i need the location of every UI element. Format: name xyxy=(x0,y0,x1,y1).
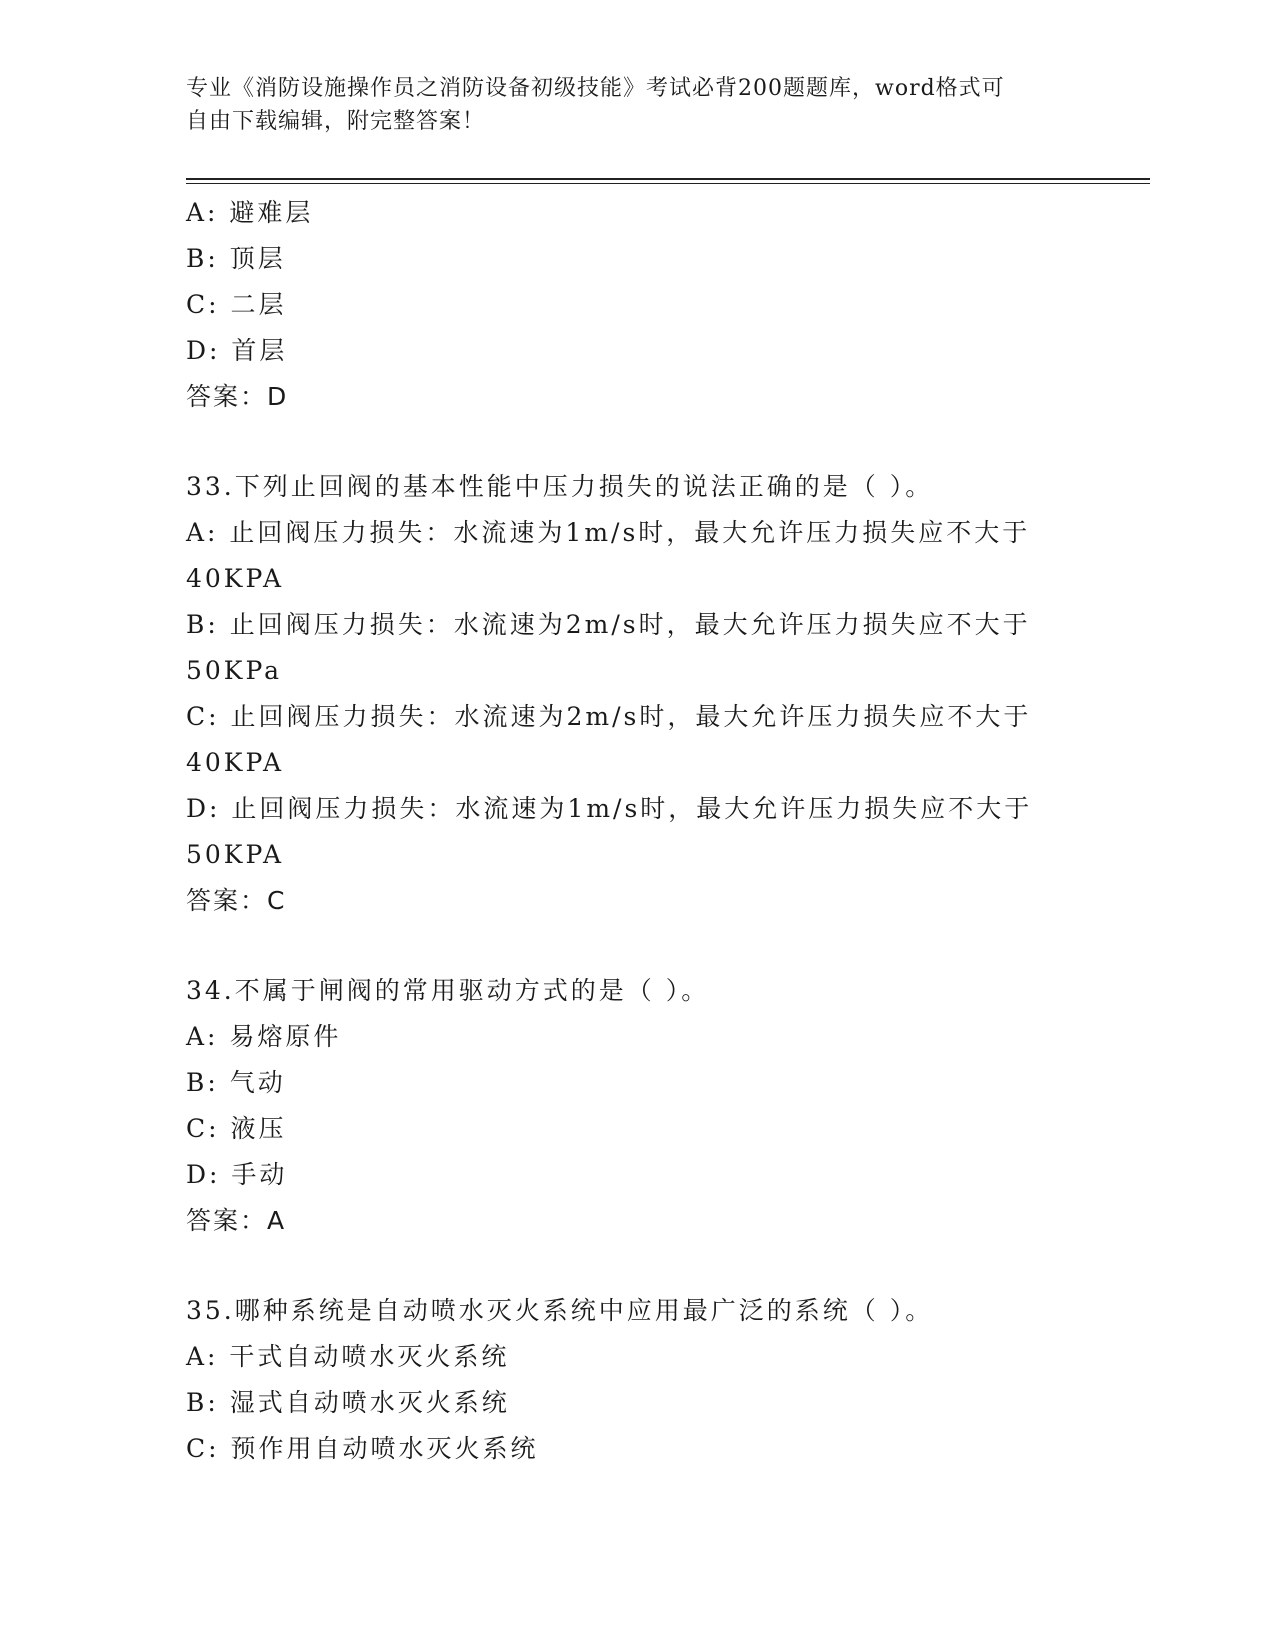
question-block xyxy=(186,968,1066,1244)
option-a: A: 止回阀压力损失：水流速为1m/s时，最大允许压力损失应不大于40KPA xyxy=(186,518,1031,593)
option-b: B: 止回阀压力损失：水流速为2m/s时，最大允许压力损失应不大于50KPa xyxy=(186,610,1031,685)
question-title: 35.哪种系统是自动喷水灭火系统中应用最广泛的系统（ ）。 xyxy=(186,1296,934,1325)
option-a: A: 避难层 xyxy=(186,198,314,227)
option-d: D: 手动 xyxy=(186,1160,288,1189)
document-header xyxy=(186,72,1066,138)
question-title: 33.下列止回阀的基本性能中压力损失的说法正确的是（ ）。 xyxy=(186,472,934,501)
question-list xyxy=(186,190,1066,1472)
header-divider-thick xyxy=(186,178,1150,180)
question-title: 34.不属于闸阀的常用驱动方式的是（ ）。 xyxy=(186,976,710,1005)
option-c: C: 二层 xyxy=(186,290,287,319)
header-line-1: 专业《消防设施操作员之消防设备初级技能》考试必背200题题库，word格式可 xyxy=(186,76,1005,101)
option-b: B: 湿式自动喷水灭火系统 xyxy=(186,1388,510,1417)
answer-label: 答案：C xyxy=(186,886,287,915)
option-b: B: 气动 xyxy=(186,1068,286,1097)
option-a: A: 干式自动喷水灭火系统 xyxy=(186,1342,510,1371)
header-divider-thin xyxy=(186,183,1150,184)
option-c: C: 止回阀压力损失：水流速为2m/s时，最大允许压力损失应不大于40KPA xyxy=(186,702,1032,777)
option-b: B: 顶层 xyxy=(186,244,286,273)
option-d: D: 止回阀压力损失：水流速为1m/s时，最大允许压力损失应不大于50KPA xyxy=(186,794,1033,869)
option-a: A: 易熔原件 xyxy=(186,1022,342,1051)
question-block xyxy=(186,464,1066,924)
option-c: C: 液压 xyxy=(186,1114,287,1143)
question-block xyxy=(186,1288,1066,1472)
option-d: D: 首层 xyxy=(186,336,288,365)
option-c: C: 预作用自动喷水灭火系统 xyxy=(186,1434,539,1463)
answer-label: 答案：A xyxy=(186,1206,287,1235)
answer-label: 答案：D xyxy=(186,382,289,411)
question-block xyxy=(186,190,1066,420)
header-line-2: 自由下载编辑，附完整答案！ xyxy=(186,109,486,134)
